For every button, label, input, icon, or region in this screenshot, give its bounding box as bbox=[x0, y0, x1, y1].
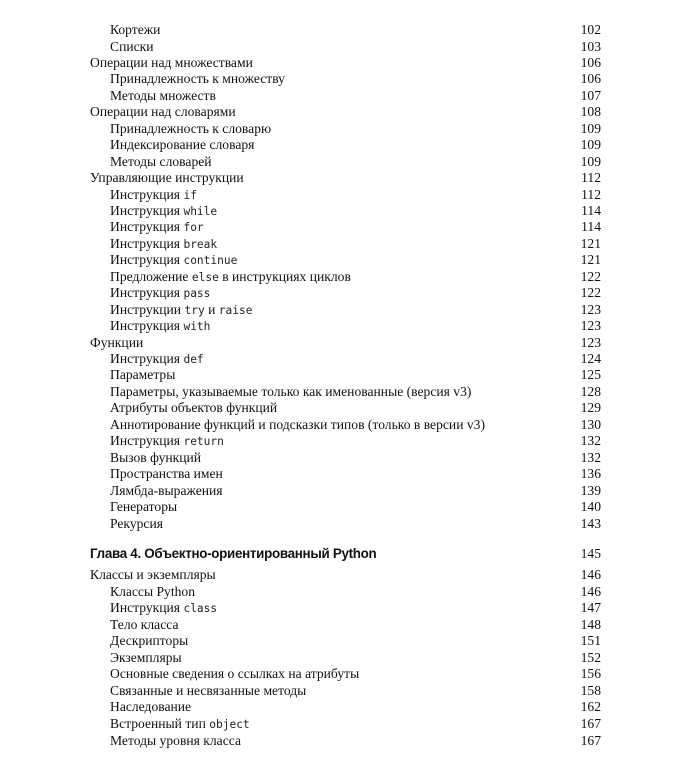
code-keyword: for bbox=[183, 221, 204, 235]
title-text: Дескрипторы bbox=[110, 633, 189, 649]
toc-entry-title bbox=[110, 351, 204, 366]
title-text: Лямбда-выражения bbox=[110, 482, 223, 498]
code-keyword: with bbox=[183, 320, 211, 334]
title-text: Кортежи bbox=[110, 22, 161, 37]
chapter-page-number: 145 bbox=[580, 546, 601, 561]
toc-entry-title bbox=[110, 39, 154, 54]
toc-entry-page-number: 140 bbox=[580, 499, 601, 514]
toc-entry-page-number: 148 bbox=[580, 616, 601, 632]
toc-entry-page-number: 167 bbox=[580, 732, 601, 748]
code-keyword: while bbox=[183, 204, 218, 218]
code-keyword: object bbox=[209, 718, 250, 731]
toc-entry bbox=[110, 716, 601, 732]
toc-entry bbox=[110, 483, 601, 499]
toc-entry-title bbox=[90, 104, 236, 119]
toc-entry-page-number: 146 bbox=[580, 583, 601, 599]
title-text: Индексирование словаря bbox=[110, 137, 255, 153]
toc-entry-title bbox=[110, 417, 485, 432]
toc-entry-page-number: 108 bbox=[580, 104, 601, 120]
title-text: Генераторы bbox=[110, 499, 178, 514]
toc-entry-title bbox=[110, 450, 201, 465]
title-text: Инструкция bbox=[110, 285, 184, 301]
toc-entry-title bbox=[90, 567, 216, 582]
title-text: в инструкциях циклов bbox=[218, 268, 351, 284]
toc-entry-page-number: 136 bbox=[580, 466, 601, 482]
toc-entry-page-number: 109 bbox=[580, 153, 601, 169]
toc-entry-page-number: 156 bbox=[580, 666, 601, 682]
toc-entry-title bbox=[110, 633, 188, 648]
code-keyword: raise bbox=[218, 303, 253, 317]
toc-entry-page-number: 132 bbox=[580, 449, 601, 465]
toc-entry-title bbox=[110, 650, 182, 665]
title-text: Аннотирование функций и подсказки типов (только в версии v3) bbox=[110, 416, 485, 432]
title-text: Параметры bbox=[110, 367, 176, 383]
title-text: Связанные и несвязанные методы bbox=[110, 682, 307, 698]
toc-entry-page-number: 112 bbox=[581, 186, 601, 202]
toc-entry-title bbox=[90, 335, 143, 350]
title-text: Методы уровня класса bbox=[110, 732, 241, 748]
title-text: Наследование bbox=[110, 699, 192, 715]
toc-entry bbox=[110, 351, 601, 367]
toc-entry-title bbox=[110, 499, 177, 514]
toc-entry bbox=[110, 121, 601, 137]
code-keyword: else bbox=[191, 270, 219, 284]
title-text: Экземпляры bbox=[110, 649, 182, 665]
title-text: Управляющие инструкции bbox=[90, 170, 244, 185]
title-text: Методы словарей bbox=[110, 153, 212, 169]
toc-entry bbox=[110, 650, 601, 666]
code-keyword: pass bbox=[183, 287, 211, 301]
toc-entry bbox=[110, 71, 601, 87]
toc-entry-title bbox=[90, 170, 244, 185]
chapter-title: Глава 4. Объектно-ориентированный Python bbox=[90, 546, 377, 561]
toc-entry bbox=[110, 466, 601, 482]
toc-entry bbox=[110, 302, 601, 318]
toc-entry bbox=[110, 683, 601, 699]
title-text: Инструкция bbox=[110, 219, 184, 235]
toc-entry bbox=[110, 450, 601, 466]
code-keyword: def bbox=[183, 353, 204, 366]
toc-entry-title bbox=[110, 22, 160, 37]
toc-entry-page-number: 143 bbox=[580, 515, 601, 531]
toc-entry-title bbox=[110, 433, 224, 448]
title-text: Операции над множествами bbox=[90, 54, 253, 70]
toc-entry-page-number: 123 bbox=[580, 334, 601, 350]
title-text: и bbox=[204, 301, 219, 317]
toc-entry bbox=[110, 88, 601, 104]
toc-entry bbox=[90, 104, 601, 120]
toc-entry-page-number: 121 bbox=[580, 252, 601, 268]
toc-entry-title bbox=[110, 584, 195, 599]
title-text: Классы Python bbox=[110, 583, 196, 599]
title-text: Принадлежность к словарю bbox=[110, 120, 272, 136]
toc-entry bbox=[110, 203, 601, 219]
title-text: Параметры, указываемые только как именованные (версия v3) bbox=[110, 383, 472, 399]
title-text: Рекурсия bbox=[110, 515, 163, 531]
toc-entry-title bbox=[110, 154, 212, 169]
toc-entry bbox=[110, 236, 601, 252]
toc-entry-title bbox=[110, 483, 223, 498]
toc-entry bbox=[110, 699, 601, 715]
toc-entry bbox=[110, 269, 601, 285]
code-keyword: break bbox=[183, 237, 218, 251]
title-text: Функции bbox=[90, 334, 144, 350]
toc-entry bbox=[110, 285, 601, 301]
toc-entry-title bbox=[110, 384, 471, 399]
toc-entry bbox=[110, 617, 601, 633]
toc-entry bbox=[110, 499, 601, 515]
toc-entry bbox=[110, 137, 601, 153]
toc-entry-page-number: 109 bbox=[580, 137, 601, 153]
title-text: Методы множеств bbox=[110, 87, 216, 103]
toc-entry bbox=[110, 154, 601, 170]
toc-entry-page-number: 132 bbox=[580, 433, 601, 449]
title-text: Пространства имен bbox=[110, 466, 223, 482]
toc-entry-page-number: 106 bbox=[580, 71, 601, 87]
toc-entry-title bbox=[110, 269, 351, 284]
toc-entry-title bbox=[110, 219, 204, 234]
title-text: Вызов функций bbox=[110, 449, 202, 465]
toc-entry bbox=[90, 335, 601, 351]
toc-entry-page-number: 122 bbox=[580, 285, 601, 301]
toc-entry-title bbox=[110, 733, 241, 748]
toc-entry-page-number: 129 bbox=[580, 400, 601, 416]
toc-entry-page-number: 107 bbox=[580, 87, 601, 103]
toc-entry-page-number: 147 bbox=[580, 600, 601, 616]
toc-entry-page-number: 152 bbox=[580, 649, 601, 665]
toc-entry-title bbox=[110, 367, 175, 382]
code-keyword: class bbox=[183, 602, 218, 616]
toc-entry-page-number: 158 bbox=[580, 682, 601, 698]
toc-entry bbox=[90, 567, 601, 583]
toc-entry bbox=[110, 666, 601, 682]
title-text: Инструкции bbox=[110, 301, 185, 317]
toc-entry-page-number: 114 bbox=[581, 219, 601, 235]
toc-entry bbox=[90, 170, 601, 186]
title-text: Встроенный тип bbox=[110, 716, 210, 731]
toc-entry-title bbox=[110, 666, 359, 681]
toc-entry-title bbox=[90, 55, 253, 70]
toc-entry bbox=[110, 516, 601, 532]
code-keyword: if bbox=[183, 188, 197, 202]
toc-entry-page-number: 139 bbox=[580, 482, 601, 498]
toc-entry-title bbox=[110, 88, 216, 103]
toc-entry-page-number: 122 bbox=[580, 268, 601, 284]
toc-entry-title bbox=[110, 236, 217, 251]
toc-entry bbox=[110, 400, 601, 416]
title-text: Тело класса bbox=[110, 616, 179, 632]
title-text: Основные сведения о ссылках на атрибуты bbox=[110, 666, 360, 682]
toc-entry bbox=[110, 584, 601, 600]
toc-entry bbox=[110, 318, 601, 334]
toc-entry bbox=[90, 55, 601, 71]
toc-entry-page-number: 151 bbox=[580, 633, 601, 649]
toc-entry-page-number: 123 bbox=[580, 318, 601, 334]
toc-entry-title bbox=[110, 716, 250, 731]
toc-entry-page-number: 130 bbox=[580, 416, 601, 432]
toc-entry-title bbox=[110, 203, 217, 218]
toc-entry-page-number: 146 bbox=[580, 567, 601, 582]
toc-entry-page-number: 125 bbox=[580, 367, 601, 383]
toc-entry-title bbox=[110, 252, 237, 267]
title-text: Инструкция bbox=[110, 186, 184, 202]
toc-entry-page-number: 109 bbox=[580, 120, 601, 136]
toc-entry-page-number: 123 bbox=[580, 301, 601, 317]
toc-entry-page-number: 128 bbox=[580, 383, 601, 399]
toc-entry-page-number: 103 bbox=[580, 38, 601, 54]
toc-entry-page-number: 114 bbox=[581, 202, 601, 218]
toc-entry bbox=[110, 187, 601, 203]
toc-entry-page-number: 124 bbox=[580, 351, 601, 366]
toc-entry bbox=[110, 433, 601, 449]
chapter-heading bbox=[90, 545, 601, 563]
toc-entry bbox=[110, 252, 601, 268]
toc-entry bbox=[110, 384, 601, 400]
toc-entry-page-number: 121 bbox=[580, 235, 601, 251]
toc-entry-title bbox=[110, 121, 271, 136]
toc-entry-title bbox=[110, 318, 210, 333]
toc-entry-page-number: 167 bbox=[580, 716, 601, 731]
toc-entry bbox=[110, 733, 601, 749]
toc-entry-title bbox=[110, 285, 210, 300]
toc-entry-page-number: 162 bbox=[580, 699, 601, 715]
toc-entry bbox=[110, 22, 601, 38]
toc-entry bbox=[110, 633, 601, 649]
title-text: Операции над словарями bbox=[90, 104, 236, 120]
toc-entry-title bbox=[110, 400, 277, 415]
toc-entry-title bbox=[110, 466, 223, 481]
title-text: Инструкция bbox=[110, 318, 184, 334]
toc-entry bbox=[110, 367, 601, 383]
title-text: Принадлежность к множеству bbox=[110, 71, 285, 87]
toc-entry bbox=[110, 39, 601, 55]
toc-entry-page-number: 112 bbox=[581, 170, 601, 185]
toc-entry bbox=[110, 417, 601, 433]
code-keyword: continue bbox=[183, 254, 238, 268]
toc-entry bbox=[110, 600, 601, 616]
toc-entry-title bbox=[110, 600, 217, 615]
toc-entry-title bbox=[110, 137, 254, 152]
title-text: Инструкция bbox=[110, 600, 184, 616]
toc-entry-title bbox=[110, 187, 197, 202]
toc-entry-title bbox=[110, 617, 179, 632]
toc-entry-title bbox=[110, 683, 306, 698]
title-text: Инструкция bbox=[110, 252, 184, 268]
title-text: Списки bbox=[110, 38, 154, 54]
toc-entry-title bbox=[110, 699, 191, 714]
title-text: Инструкция bbox=[110, 433, 184, 449]
toc-entry bbox=[110, 219, 601, 235]
title-text: Классы и экземпляры bbox=[90, 567, 216, 582]
toc-entry-title bbox=[110, 516, 163, 531]
title-text: Атрибуты объектов функций bbox=[110, 400, 278, 416]
title-text: Инструкция bbox=[110, 202, 184, 218]
toc-entry-page-number: 106 bbox=[580, 54, 601, 70]
toc-entry-page-number: 102 bbox=[580, 22, 601, 37]
toc-entry-title bbox=[110, 302, 252, 317]
code-keyword: return bbox=[183, 435, 224, 449]
code-keyword: try bbox=[184, 303, 205, 317]
toc-entry-title bbox=[110, 71, 285, 86]
title-text: Предложение bbox=[110, 268, 192, 284]
title-text: Инструкция bbox=[110, 235, 184, 251]
title-text: Инструкция bbox=[110, 351, 184, 366]
